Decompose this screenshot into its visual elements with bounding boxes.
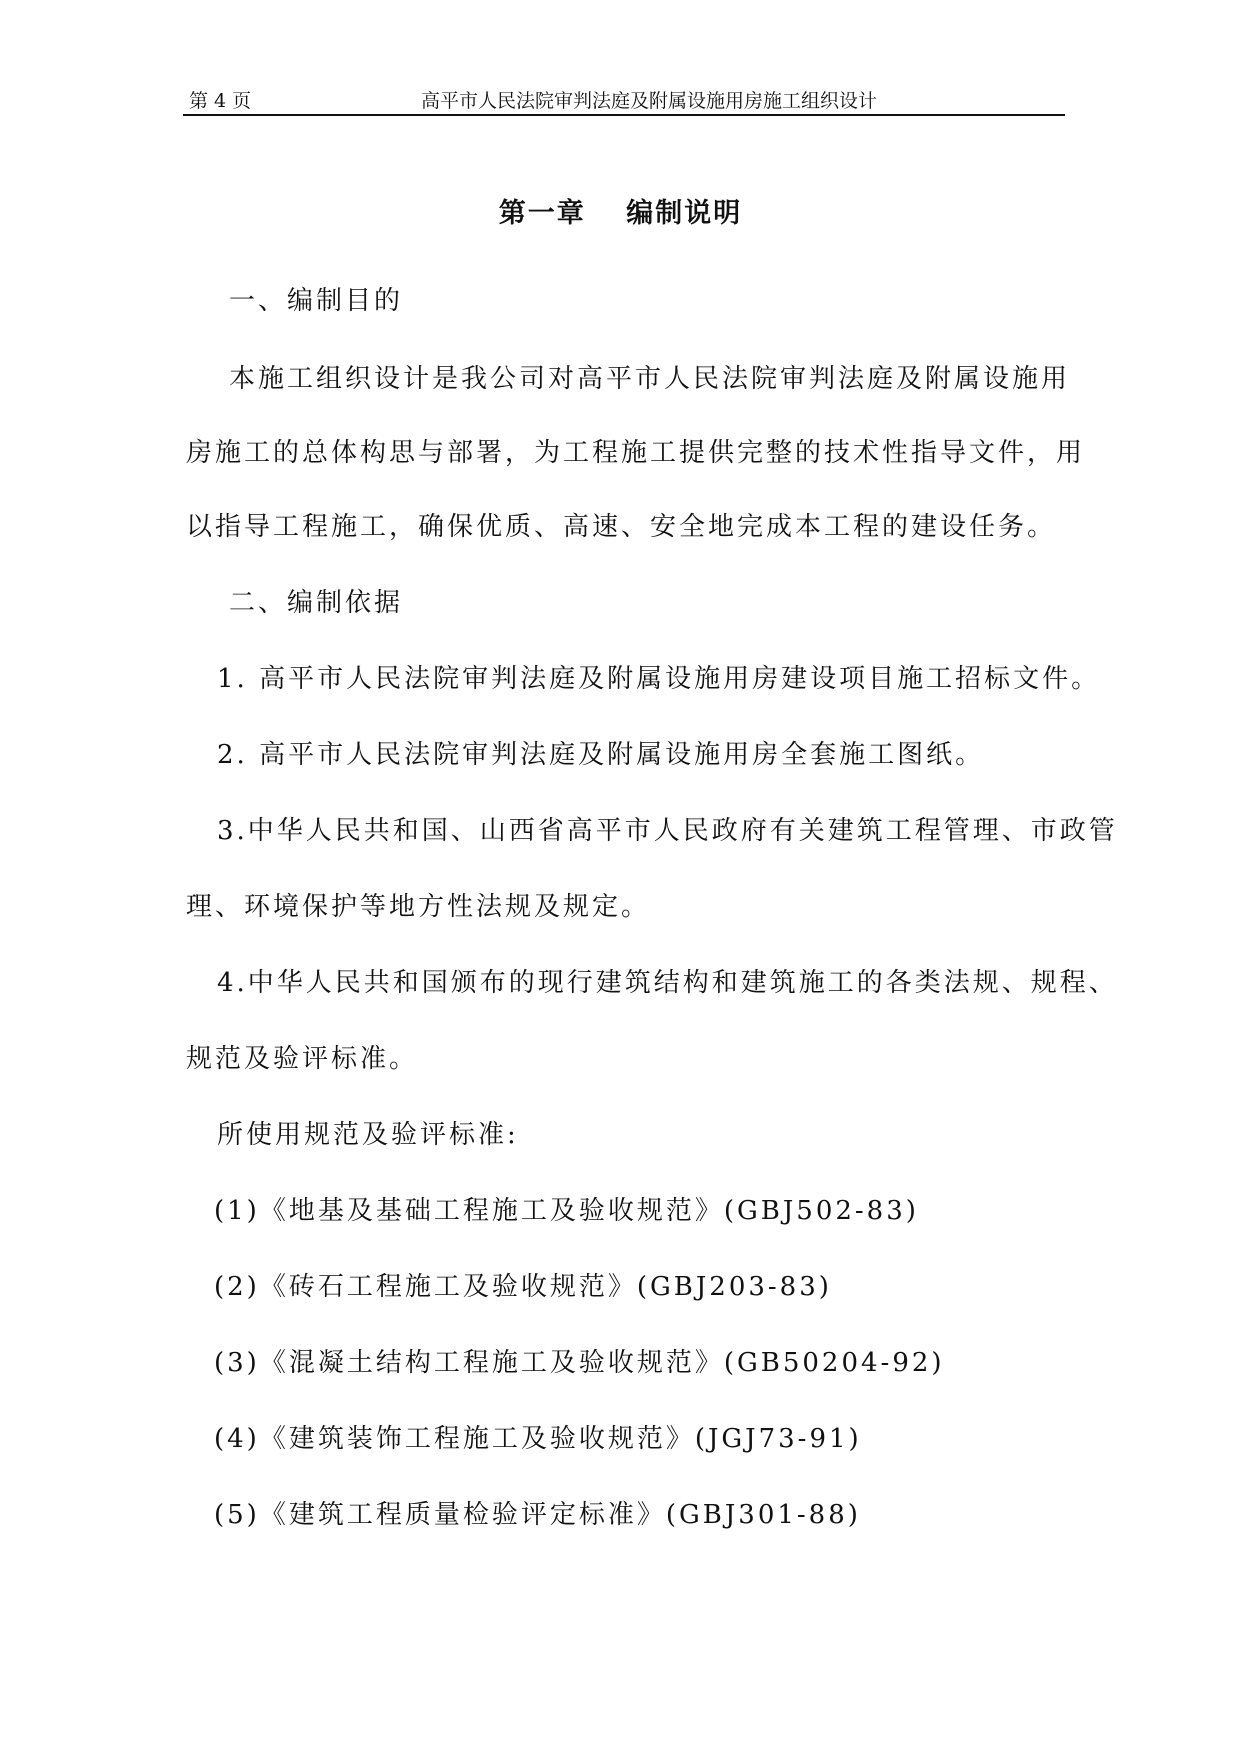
basis-item-3: 3.中华人民共和国、山西省高平市人民政府有关建筑工程管理、市政管	[217, 816, 1118, 846]
basis-item-2: 2. 高平市人民法院审判法庭及附属设施用房全套施工图纸。	[217, 740, 985, 770]
standard-item: (2)《砖石工程施工及验收规范》(GBJ203-83)	[214, 1272, 832, 1302]
paragraph-line: 房施工的总体构思与部署，为工程施工提供完整的技术性指导文件，用	[186, 438, 1086, 468]
standard-item: (1)《地基及基础工程施工及验收规范》(GBJ502-83)	[214, 1196, 919, 1226]
standard-item: (4)《建筑装饰工程施工及验收规范》(JGJ73-91)	[214, 1424, 862, 1454]
header-divider	[183, 114, 1065, 116]
page-number: 第 4 页	[189, 90, 252, 112]
basis-item-4-continued: 规范及验评标准。	[186, 1044, 419, 1074]
basis-item-1: 1. 高平市人民法院审判法庭及附属设施用房建设项目施工招标文件。	[217, 664, 1101, 694]
section-heading-basis: 二、编制依据	[229, 588, 404, 618]
standard-item: (3)《混凝土结构工程施工及验收规范》(GB50204-92)	[214, 1348, 945, 1378]
document-title: 高平市人民法院审判法庭及附属设施用房施工组织设计	[421, 90, 878, 112]
paragraph-line: 以指导工程施工，确保优质、高速、安全地完成本工程的建设任务。	[186, 512, 1057, 542]
paragraph-line: 本施工组织设计是我公司对高平市人民法院审判法庭及附属设施用	[229, 364, 1071, 394]
section-heading-purpose: 一、编制目的	[229, 286, 404, 316]
basis-item-3-continued: 理、环境保护等地方性法规及规定。	[186, 892, 651, 922]
chapter-title: 第一章 编制说明	[498, 198, 743, 229]
standards-heading: 所使用规范及验评标准:	[217, 1120, 519, 1150]
basis-item-4: 4.中华人民共和国颁布的现行建筑结构和建筑施工的各类法规、规程、	[217, 968, 1118, 998]
standard-item: (5)《建筑工程质量检验评定标准》(GBJ301-88)	[214, 1500, 861, 1530]
page-header	[183, 86, 1065, 114]
